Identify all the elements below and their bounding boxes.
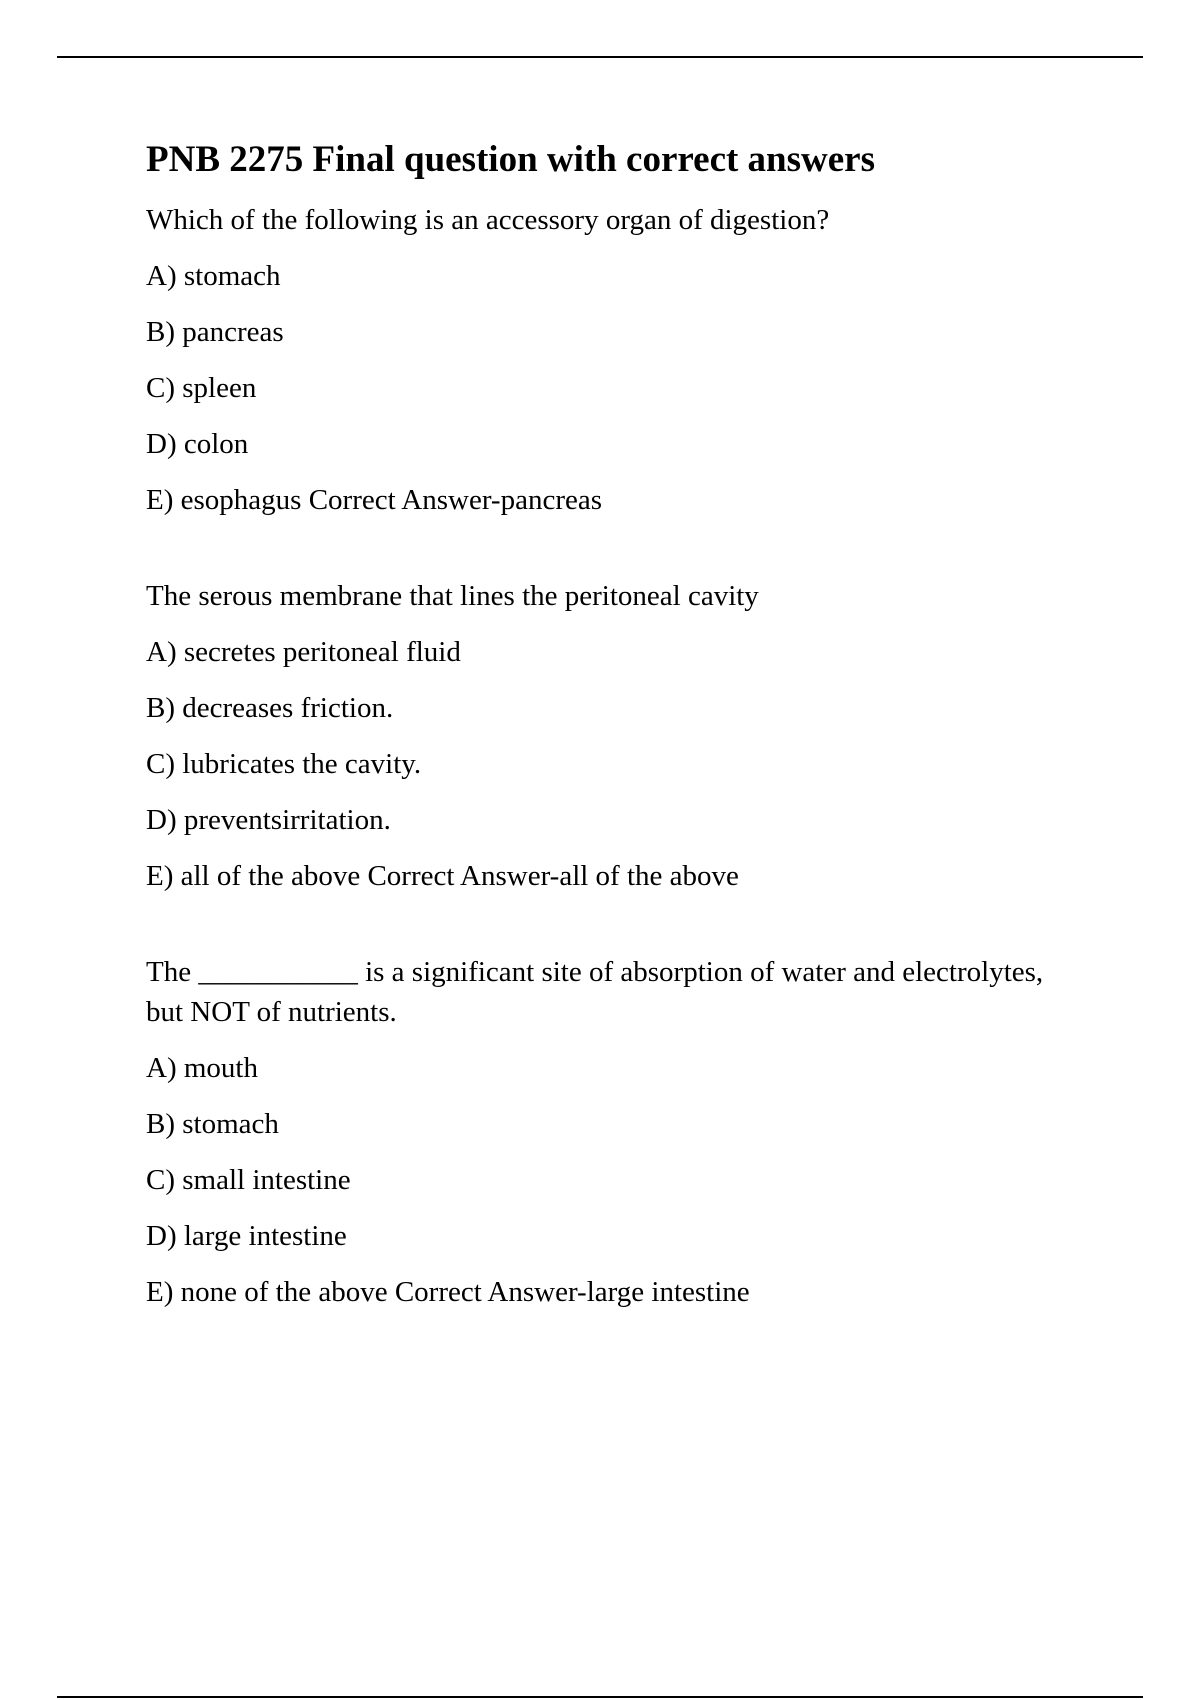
answer-option: E) none of the above: [146, 1276, 388, 1308]
answer-option: E) esophagus: [146, 484, 302, 516]
correct-answer: Correct Answer-pancreas: [308, 484, 603, 516]
answer-option: D) large intestine: [146, 1220, 347, 1252]
answer-option: C) lubricates the cavity.: [146, 748, 422, 780]
answer-option: B) pancreas: [146, 316, 284, 348]
question-stem: The serous membrane that lines the peritoneal cavity: [146, 580, 759, 612]
bottom-rule: [57, 1696, 1143, 1698]
question-3: [146, 952, 1046, 1312]
answer-option: C) spleen: [146, 372, 257, 404]
answer-option: E) all of the above: [146, 860, 361, 892]
answer-option: C) small intestine: [146, 1164, 351, 1196]
answer-option: D) colon: [146, 428, 249, 460]
question-stem: Which of the following is an accessory organ of digestion?: [146, 204, 830, 236]
correct-answer: Correct Answer-all of the above: [367, 860, 739, 892]
answer-option: B) decreases friction.: [146, 692, 394, 724]
answer-option: A) mouth: [146, 1052, 258, 1084]
answer-option: A) secretes peritoneal fluid: [146, 636, 461, 668]
page-content: [146, 140, 1046, 1312]
answer-option: B) stomach: [146, 1108, 279, 1140]
answer-option-with-correct-answer: [146, 1272, 1046, 1312]
question-1: [146, 200, 1046, 520]
top-rule: [57, 56, 1143, 58]
correct-answer: Correct Answer-large intestine: [394, 1276, 750, 1308]
question-stem: The ___________ is a significant site of absorption of water and electrolytes, but NOT of nutrients.: [146, 956, 1044, 1028]
answer-option-with-correct-answer: [146, 856, 1046, 896]
answer-option-with-correct-answer: [146, 480, 1046, 520]
answer-option: A) stomach: [146, 260, 281, 292]
question-2: [146, 576, 1046, 896]
document-title: PNB 2275 Final question with correct answers: [146, 139, 875, 180]
answer-option: D) preventsirritation.: [146, 804, 391, 836]
